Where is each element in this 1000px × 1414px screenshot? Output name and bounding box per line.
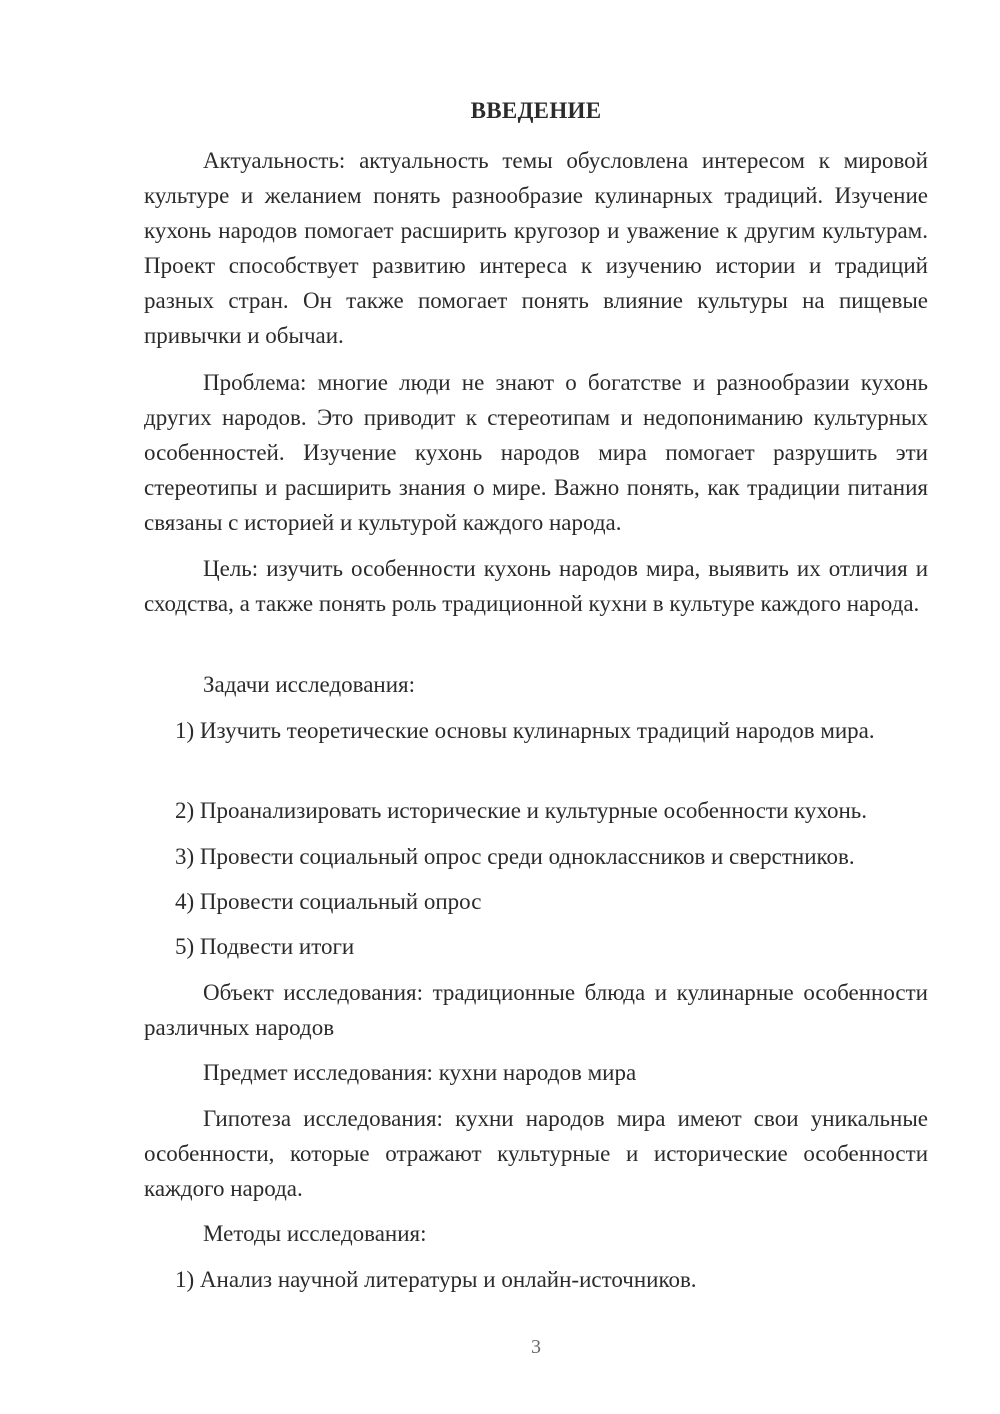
hypothesis-paragraph: Гипотеза исследования: кухни народов мира имеют свои уникальные особенности, которые отражают культурные и исторические особенности каждого народа. xyxy=(144,1106,928,1201)
task-item-3: 3) Провести социальный опрос среди одноклассников и сверстников. xyxy=(175,844,855,869)
tasks-title: Задачи исследования: xyxy=(203,672,416,697)
section-heading: ВВЕДЕНИЕ xyxy=(470,98,602,123)
problem-paragraph: Проблема: многие люди не знают о богатстве и разнообразии кухонь других народов. Это приводит к стереотипам и недопониманию культурных особенностей. Изучение кухонь народов мира помогает разрушить эти стереотипы и расширить знания о мире. Важно понять, как традиции питания связаны с историей и культурой каждого народа. xyxy=(144,370,928,535)
methods-title: Методы исследования: xyxy=(203,1221,427,1246)
page-number: 3 xyxy=(531,1336,541,1358)
task-item-4: 4) Провести социальный опрос xyxy=(175,889,482,914)
task-item-1: 1) Изучить теоретические основы кулинарных традиций народов мира. xyxy=(175,718,875,743)
object-paragraph: Объект исследования: традиционные блюда и кулинарные особенности различных народов xyxy=(144,980,928,1040)
task-item-5: 5) Подвести итоги xyxy=(175,934,355,959)
task-item-2: 2) Проанализировать исторические и культурные особенности кухонь. xyxy=(175,798,868,823)
document-page xyxy=(144,0,928,1414)
method-item-1: 1) Анализ научной литературы и онлайн-источников. xyxy=(175,1267,697,1292)
relevance-paragraph: Актуальность: актуальность темы обусловлена интересом к мировой культуре и желанием понять разнообразие кулинарных традиций. Изучение кухонь народов помогает расширить кругозор и уважение к другим культурам. Проект способствует развитию интереса к изучению истории и традиций разных стран. Он также помогает понять влияние культуры на пищевые привычки и обычаи. xyxy=(144,148,928,348)
goal-paragraph: Цель: изучить особенности кухонь народов мира, выявить их отличия и сходства, а также понять роль традиционной кухни в культуре каждого народа. xyxy=(144,556,928,616)
subject-paragraph: Предмет исследования: кухни народов мира xyxy=(203,1060,637,1085)
